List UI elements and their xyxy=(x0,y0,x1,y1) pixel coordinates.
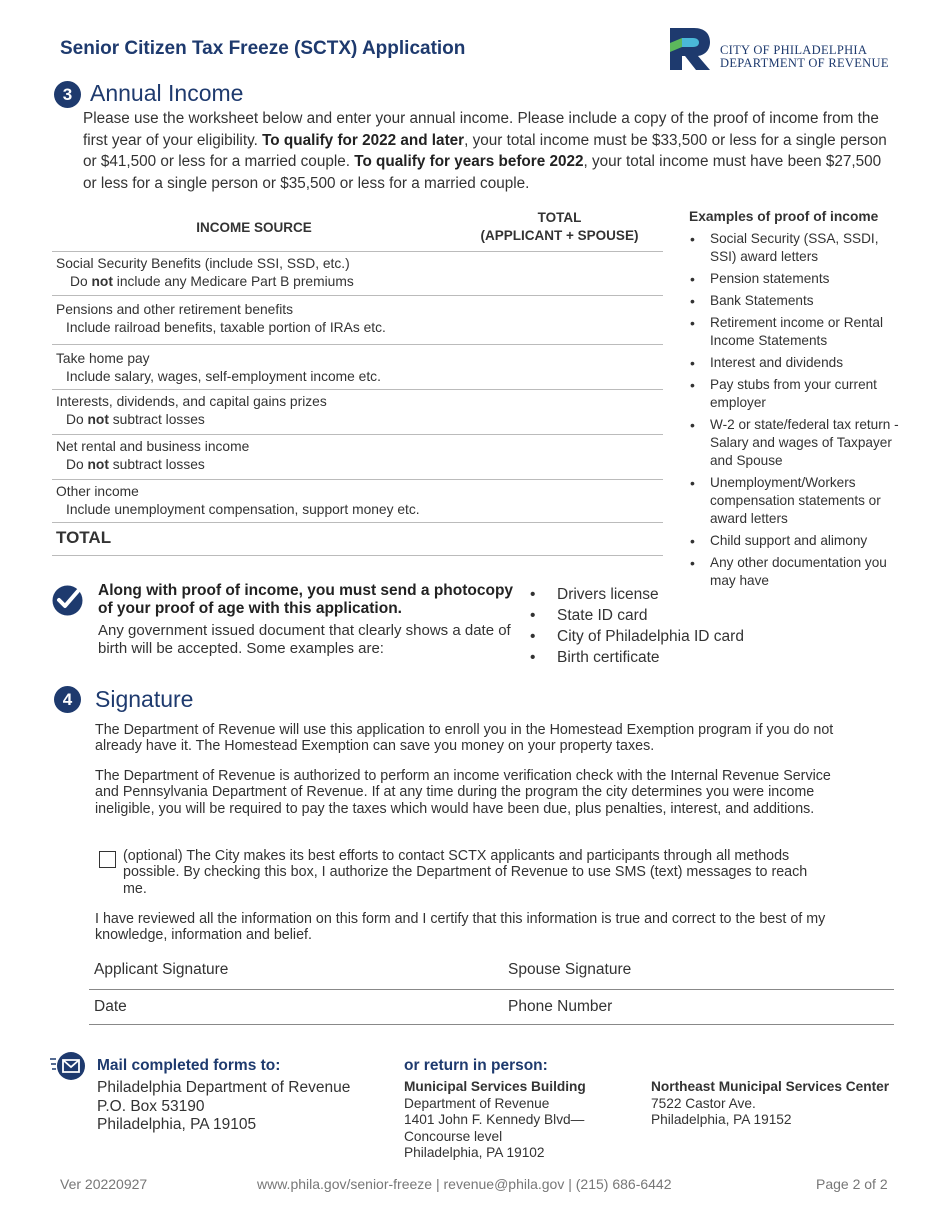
verification-paragraph: The Department of Revenue is authorized to perform an income verification check with the Internal Revenue Service and Pennsylvania Department of Revenue. If at any time during the program the city determines you were income ineligible, you will be required to pay the taxes which would have been due, plus penalties, interest, and additions. xyxy=(95,768,831,817)
grand-total-field[interactable] xyxy=(456,522,663,555)
list-item: • Retirement income or Rental Income Statements xyxy=(689,314,904,350)
table-row: Social Security Benefits (include SSI, SSD, etc.) Do not include any Medicare Part B premiums xyxy=(52,251,663,295)
applicant-signature-label: Applicant Signature xyxy=(94,961,229,978)
revenue-logo-icon xyxy=(668,26,714,72)
id-examples-list xyxy=(530,584,744,668)
msb-address: Municipal Services Building Department of Revenue 1401 John F. Kennedy Blvd— Concourse level Philadelphia, PA 19102 xyxy=(404,1079,586,1161)
list-item: • Social Security (SSA, SSDI, SSI) award letters xyxy=(689,230,904,266)
list-item: • Unemployment/Workers compensation statements or award letters xyxy=(689,474,904,528)
form-title: Senior Citizen Tax Freeze (SCTX) Application xyxy=(60,38,466,59)
spouse-signature-label: Spouse Signature xyxy=(508,961,632,978)
income-total-field[interactable] xyxy=(456,295,663,344)
col-income-source: INCOME SOURCE xyxy=(52,204,456,251)
total-row: TOTAL xyxy=(52,522,663,555)
section-3-badge: 3 xyxy=(54,81,81,108)
table-row: Net rental and business income Do not subtract losses xyxy=(52,434,663,479)
income-total-field[interactable] xyxy=(456,251,663,295)
income-total-field[interactable] xyxy=(456,434,663,479)
sms-optin-checkbox[interactable] xyxy=(99,851,116,868)
list-item: • Birth certificate xyxy=(530,647,744,668)
version-label: Ver 20220927 xyxy=(60,1176,148,1192)
income-intro: Please use the worksheet below and enter your annual income. Please include a copy of the proof of income from the first year of your eligibility. To qualify for 2022 and later, your total income must be $33,500 or less for a single person or $41,500 or less for a married couple. To qualify for years before 2022, your total income must have been $27,500 or less for a single person or $35,500 or less for a married couple. xyxy=(83,110,887,192)
list-item: • Child support and alimony xyxy=(689,532,904,550)
table-row: Interests, dividends, and capital gains prizes Do not subtract losses xyxy=(52,389,663,434)
list-item: • Interest and dividends xyxy=(689,354,904,372)
income-total-field[interactable] xyxy=(456,389,663,434)
in-person-heading: or return in person: xyxy=(404,1057,548,1074)
table-row: Pensions and other retirement benefits Include railroad benefits, taxable portion of IRAs etc. xyxy=(52,295,663,344)
col-total: TOTAL (APPLICANT + SPOUSE) xyxy=(456,204,663,251)
list-item: • W-2 or state/federal tax return - Salary and wages of Taxpayer and Spouse xyxy=(689,416,904,470)
date-phone-line[interactable] xyxy=(89,1024,894,1025)
section-4-title: Signature xyxy=(95,686,194,712)
mail-heading: Mail completed forms to: xyxy=(97,1057,281,1074)
phone-number-label: Phone Number xyxy=(508,998,613,1015)
certification-text: I have reviewed all the information on this form and I certify that this information is true and correct to the best of my knowledge, information and belief. xyxy=(95,911,826,944)
date-label: Date xyxy=(94,998,127,1015)
income-total-field[interactable] xyxy=(456,479,663,522)
contact-info: www.phila.gov/senior-freeze | revenue@phila.gov | (215) 686-6442 xyxy=(257,1176,672,1192)
checkmark-icon xyxy=(52,585,83,616)
table-row: Other income Include unemployment compensation, support money etc. xyxy=(52,479,663,522)
income-worksheet-table xyxy=(52,204,663,556)
proof-examples xyxy=(689,208,904,594)
list-item: • City of Philadelphia ID card xyxy=(530,626,744,647)
page-number: Page 2 of 2 xyxy=(816,1176,888,1192)
list-item: • Pension statements xyxy=(689,270,904,288)
proof-examples-title: Examples of proof of income xyxy=(689,209,879,224)
mail-icon xyxy=(50,1049,86,1082)
section-3-title: Annual Income xyxy=(90,80,244,106)
table-row: Take home pay Include salary, wages, self-employment income etc. xyxy=(52,344,663,389)
list-item: • State ID card xyxy=(530,605,744,626)
sms-optin-label: (optional) The City makes its best efforts to contact SCTX applicants and participants through all methods possible. By checking this box, I authorize the Department of Revenue to use SMS (text) messages to reach me. xyxy=(123,848,808,897)
list-item: • Pay stubs from your current employer xyxy=(689,376,904,412)
logo-line-1: CITY OF PHILADELPHIA xyxy=(720,43,868,57)
list-item: • Any other documentation you may have xyxy=(689,554,904,590)
proof-of-age-note: Along with proof of income, you must send a photocopy of your proof of age with this application. Any government issued document that clearly shows a date of birth will be accepted. Some examples are: xyxy=(98,582,514,657)
income-total-field[interactable] xyxy=(456,344,663,389)
list-item: • Bank Statements xyxy=(689,292,904,310)
city-logo xyxy=(668,26,898,72)
mail-address: Philadelphia Department of Revenue P.O. Box 53190 Philadelphia, PA 19105 xyxy=(97,1079,351,1133)
signature-line[interactable] xyxy=(89,989,894,990)
homestead-paragraph: The Department of Revenue will use this application to enroll you in the Homestead Exemption program if you do not already have it. The Homestead Exemption can save you money on your property taxes. xyxy=(95,722,834,755)
list-item: • Drivers license xyxy=(530,584,744,605)
northeast-center-address: Northeast Municipal Services Center 7522 Castor Ave. Philadelphia, PA 19152 xyxy=(651,1079,890,1128)
logo-line-2: DEPARTMENT OF REVENUE xyxy=(720,56,889,70)
section-4-badge: 4 xyxy=(54,686,81,713)
